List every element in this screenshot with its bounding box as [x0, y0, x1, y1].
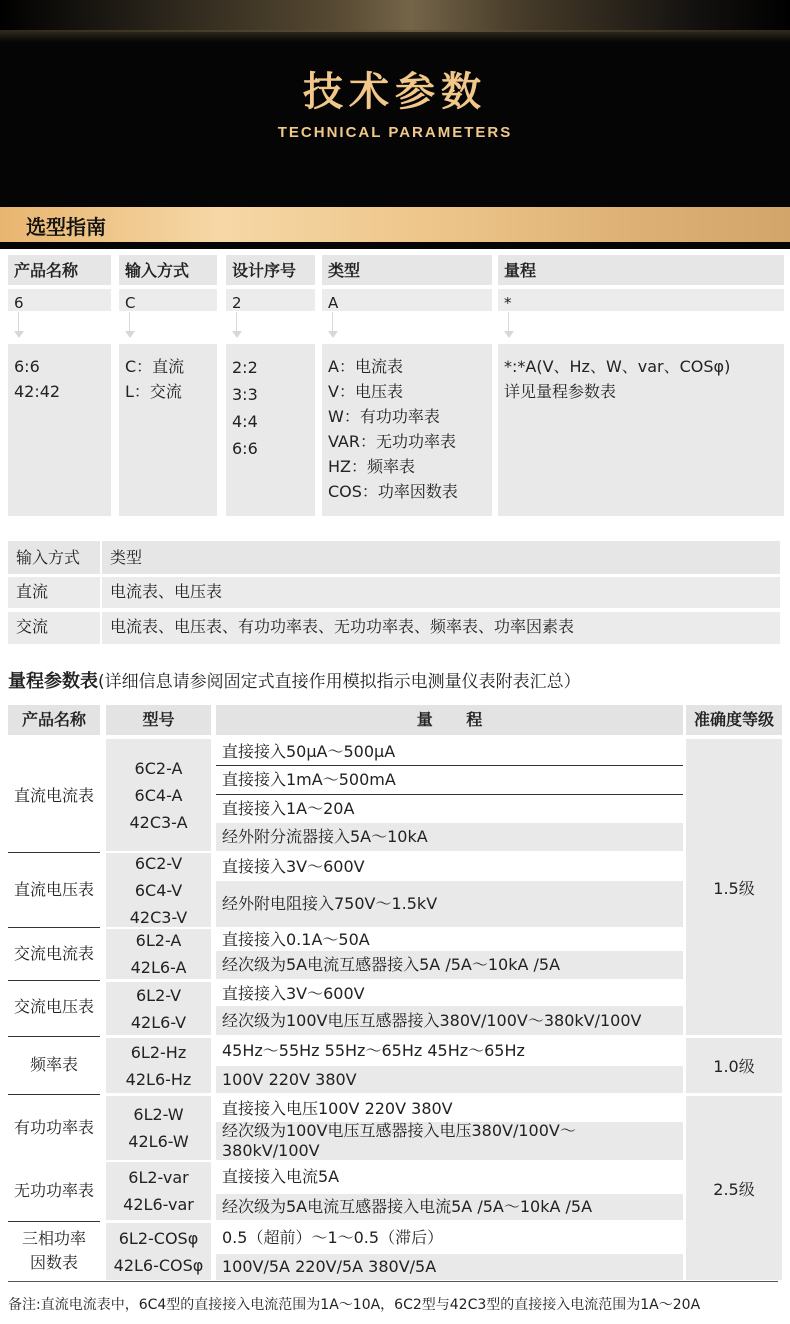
option-item: W：有功功率表 — [328, 407, 440, 426]
model-code: 6C4-A — [134, 785, 183, 805]
model-code: 6L2-COSφ — [118, 1228, 199, 1248]
category-ac-voltmeter: 交流电压表 — [13, 997, 94, 1016]
category-label-line: 因数表 — [29, 1253, 78, 1272]
selection-options-design — [226, 344, 315, 516]
range-row-line: 经次级为100V电压互感器接入电压380V/100V～ — [222, 1121, 576, 1140]
guide-section-bar — [0, 207, 790, 242]
model-code: 6L2-var — [128, 1168, 189, 1187]
header-banner — [0, 0, 790, 207]
selection-example-range: * — [498, 289, 784, 311]
model-code: 42L6-COSφ — [113, 1255, 204, 1275]
option-item: VAR：无功功率表 — [328, 432, 456, 451]
model-code: 6C2-A — [134, 758, 183, 778]
model-code: 6L2-A — [135, 931, 182, 950]
model-group-ac-voltmeter — [106, 982, 211, 1035]
range-row: 直接接入1A～20A — [216, 795, 683, 823]
range-row-multiline — [216, 1122, 683, 1160]
range-row: 直接接入电流5A — [216, 1162, 683, 1192]
range-row: 经外附分流器接入5A～10kA — [216, 823, 683, 851]
category-reactive-power-meter: 无功功率表 — [13, 1181, 94, 1200]
model-code: 42C3-A — [129, 812, 188, 832]
selection-example-design: 2 — [226, 289, 315, 311]
option-item: 42:42 — [14, 382, 61, 401]
accuracy-class-1-5: 1.5级 — [686, 739, 782, 1035]
option-item: 6:6 — [14, 357, 40, 376]
range-row: 经外附电阻接入750V～1.5kV — [216, 881, 683, 927]
range-row-line: 380kV/100V — [222, 1141, 320, 1160]
model-code: 6C4-V — [134, 880, 183, 900]
selection-example-product: 6 — [8, 289, 111, 311]
category-active-power-meter: 有功功率表 — [13, 1118, 94, 1137]
down-arrow-icon — [124, 312, 136, 340]
input-table-row-ac-method: 交流 — [8, 612, 100, 644]
option-item: L：交流 — [125, 382, 182, 401]
input-table-header-method: 输入方式 — [8, 541, 100, 574]
model-group-reactive-power-meter — [106, 1162, 211, 1220]
option-item: C：直流 — [125, 357, 185, 376]
banner-glow-fade — [0, 30, 790, 42]
guide-section-title: 选型指南 — [26, 215, 106, 239]
model-code: 42C3-V — [129, 907, 188, 927]
model-group-active-power-meter — [106, 1096, 211, 1160]
range-row: 经次级为5A电流互感器接入5A /5A～10kA /5A — [216, 951, 683, 979]
selection-header-type: 类型 — [322, 255, 492, 285]
selection-options-range — [498, 344, 784, 516]
range-row: 100V/5A 220V/5A 380V/5A — [216, 1254, 683, 1280]
range-header-model: 型号 — [106, 705, 211, 735]
option-item: 2:2 — [232, 358, 258, 377]
option-item: V：电压表 — [328, 382, 403, 401]
category-label-line: 三相功率 — [21, 1229, 86, 1248]
category-frequency-meter: 频率表 — [29, 1055, 78, 1074]
selection-example-input: C — [119, 289, 217, 311]
model-code: 42L6-var — [123, 1195, 194, 1214]
selection-header-design: 设计序号 — [226, 255, 315, 285]
guide-bar-shadow — [0, 242, 790, 249]
down-arrow-icon — [13, 312, 25, 340]
accuracy-class-1-0: 1.0级 — [686, 1038, 782, 1093]
range-row: 直接接入1mA～500mA — [216, 766, 683, 794]
range-row: 直接接入50μA～500μA — [216, 739, 683, 765]
range-row: 经次级为100V电压互感器接入380V/100V～380kV/100V — [216, 1006, 683, 1035]
model-group-frequency-meter — [106, 1038, 211, 1093]
option-item: 4:4 — [232, 412, 258, 431]
model-code: 6C2-V — [134, 853, 183, 873]
banner-glow — [0, 0, 790, 32]
model-code: 6L2-W — [133, 1105, 184, 1124]
selection-header-range: 量程 — [498, 255, 784, 285]
model-code: 42L6-A — [130, 958, 187, 977]
model-code: 42L6-W — [128, 1132, 189, 1151]
range-row: 直接接入3V～600V — [216, 853, 683, 881]
down-arrow-icon — [503, 312, 515, 340]
input-table-row-dc-method: 直流 — [8, 577, 100, 608]
input-table-header-type: 类型 — [102, 541, 780, 574]
category-ac-ammeter: 交流电流表 — [13, 944, 94, 963]
model-group-dc-ammeter — [106, 739, 211, 851]
selection-options-product — [8, 344, 111, 516]
model-code: 42L6-Hz — [125, 1069, 192, 1089]
page-subtitle: TECHNICAL PARAMETERS — [277, 124, 513, 141]
range-row: 直接接入3V～600V — [216, 982, 683, 1006]
range-row: 100V 220V 380V — [216, 1066, 683, 1093]
footnote: 备注:直流电流表中，6C4型的直接接入电流范围为1A～10A，6C2型与42C3型的直接接入电流范围为1A～20A — [8, 1297, 701, 1313]
category-dc-voltmeter: 直流电压表 — [13, 880, 94, 899]
selection-options-input — [119, 344, 217, 516]
selection-options-type — [322, 344, 492, 516]
range-row: 0.5（超前）～1～0.5（滞后） — [216, 1223, 683, 1253]
option-item: 详见量程参数表 — [504, 382, 617, 401]
model-code: 42L6-V — [130, 1012, 187, 1032]
range-section-title-note: (详细信息请参阅固定式直接作用模拟指示电测量仪表附表汇总） — [98, 672, 581, 692]
range-section-title — [8, 667, 581, 693]
model-group-power-factor-meter — [106, 1223, 211, 1280]
category-power-factor-meter — [8, 1222, 100, 1280]
down-arrow-icon — [327, 312, 339, 340]
page-title: 技术参数 — [303, 69, 487, 115]
model-code: 6L2-V — [135, 985, 182, 1005]
range-section-title-bold: 量程参数表 — [8, 671, 98, 692]
range-header-accuracy: 准确度等级 — [686, 705, 782, 735]
range-row: 经次级为5A电流互感器接入电流5A /5A～10kA /5A — [216, 1194, 683, 1220]
selection-header-input: 输入方式 — [119, 255, 217, 285]
accuracy-class-2-5: 2.5级 — [686, 1096, 782, 1280]
option-item: A：电流表 — [328, 357, 403, 376]
option-item: 3:3 — [232, 385, 258, 404]
option-item: HZ：频率表 — [328, 457, 415, 476]
range-row: 直接接入0.1A～50A — [216, 929, 683, 951]
table-bottom-rule — [8, 1281, 778, 1282]
option-item: *:*A(V、Hz、W、var、COSφ) — [504, 357, 731, 376]
down-arrow-icon — [231, 312, 243, 340]
option-item: 6:6 — [232, 439, 258, 458]
model-code: 6L2-Hz — [130, 1042, 187, 1062]
range-row: 直接接入电压100V 220V 380V — [216, 1096, 683, 1122]
model-group-dc-voltmeter — [106, 853, 211, 927]
range-row: 45Hz～55Hz 55Hz～65Hz 45Hz～65Hz — [216, 1038, 683, 1064]
option-item: COS：功率因数表 — [328, 482, 458, 501]
selection-example-type: A — [322, 289, 492, 311]
input-table-row-dc-types: 电流表、电压表 — [102, 577, 780, 608]
range-header-product: 产品名称 — [8, 705, 100, 735]
model-group-ac-ammeter — [106, 929, 211, 979]
input-table-row-ac-types: 电流表、电压表、有功功率表、无功功率表、频率表、功率因素表 — [102, 612, 780, 644]
range-header-range: 量 程 — [216, 705, 683, 735]
selection-header-product: 产品名称 — [8, 255, 111, 285]
category-dc-ammeter: 直流电流表 — [13, 786, 94, 805]
